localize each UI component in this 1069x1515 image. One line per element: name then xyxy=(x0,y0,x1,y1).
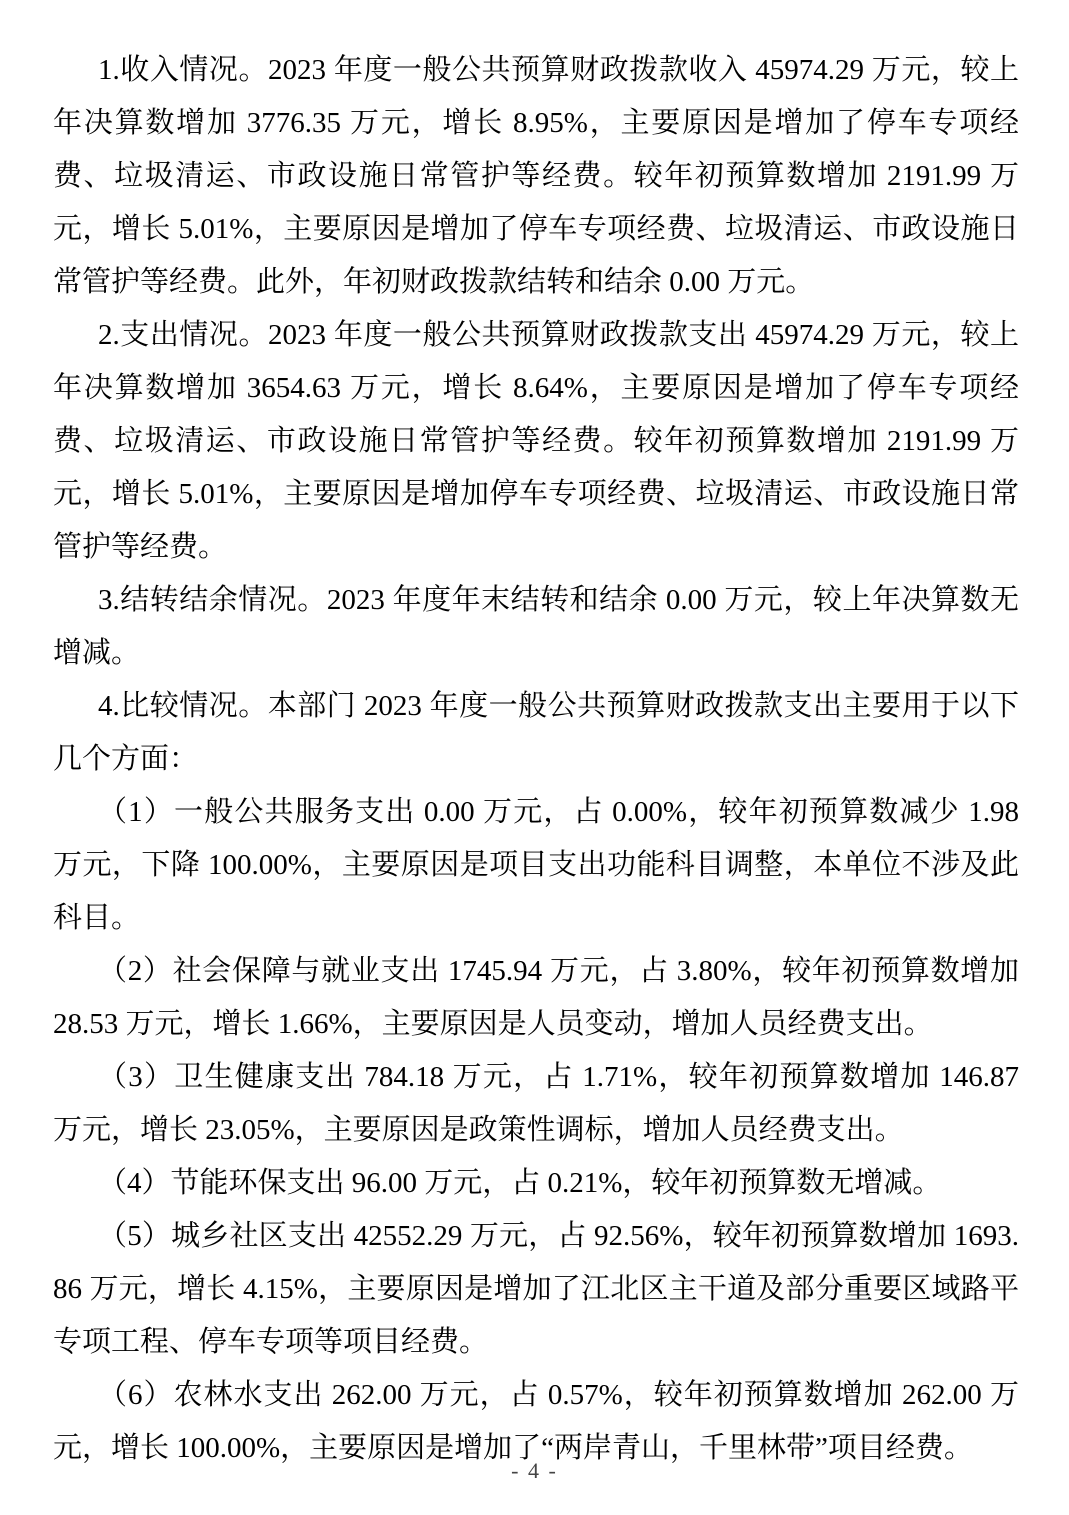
paragraph-item-social-security-employment: （2）社会保障与就业支出 1745.94 万元，占 3.80%，较年初预算数增加 28.53 万元，增长 1.66%，主要原因是人员变动，增加人员经费支出。 xyxy=(53,955,1019,1040)
paragraph-item-health: （3）卫生健康支出 784.18 万元，占 1.71%，较年初预算数增加 146.87 万元，增长 23.05%，主要原因是政策性调标，增加人员经费支出。 xyxy=(53,1061,1019,1146)
paragraph-item-general-public-services: （1）一般公共服务支出 0.00 万元，占 0.00%，较年初预算数减少 1.98 万元，下降 100.00%，主要原因是项目支出功能科目调整，本单位不涉及此科目。 xyxy=(53,796,1019,934)
paragraph-item-agriculture-forestry-water: （6）农林水支出 262.00 万元，占 0.57%，较年初预算数增加 262.00 万元，增长 100.00%，主要原因是增加了“两岸青山，千里林带”项目经费。 xyxy=(53,1379,1019,1464)
paragraph-item-urban-rural-community: （5）城乡社区支出 42552.29 万元，占 92.56%，较年初预算数增加 1693.86 万元，增长 4.15%，主要原因是增加了江北区主干道及部分重要区域路平专项工程、停车专项等项目经费。 xyxy=(53,1220,1019,1358)
paragraph-carryover-balance: 3.结转结余情况。2023 年度年末结转和结余 0.00 万元，较上年决算数无增减。 xyxy=(53,584,1019,669)
paragraph-expenditure-situation: 2.支出情况。2023 年度一般公共预算财政拨款支出 45974.29 万元，较上年决算数增加 3654.63 万元，增长 8.64%，主要原因是增加了停车专项经费、垃圾清运、市政设施日常管护等经费。较年初预算数增加 2191.99 万元，增长 5.01%，主要原因是增加停车专项经费、垃圾清运、市政设施日常管护等经费。 xyxy=(53,319,1019,563)
paragraph-comparison-intro: 4.比较情况。本部门 2023 年度一般公共预算财政拨款支出主要用于以下几个方面： xyxy=(53,690,1019,775)
paragraph-income-situation: 1.收入情况。2023 年度一般公共预算财政拨款收入 45974.29 万元，较上年决算数增加 3776.35 万元，增长 8.95%，主要原因是增加了停车专项经费、垃圾清运、市政设施日常管护等经费。较年初预算数增加 2191.99 万元，增长 5.01%，主要原因是增加了停车专项经费、垃圾清运、市政设施日常管护等经费。此外，年初财政拨款结转和结余 0.00 万元。 xyxy=(53,54,1019,298)
document-body xyxy=(53,44,1019,1475)
page-number: - 4 - xyxy=(511,1458,558,1483)
paragraph-item-energy-conservation: （4）节能环保支出 96.00 万元，占 0.21%，较年初预算数无增减。 xyxy=(98,1167,942,1199)
